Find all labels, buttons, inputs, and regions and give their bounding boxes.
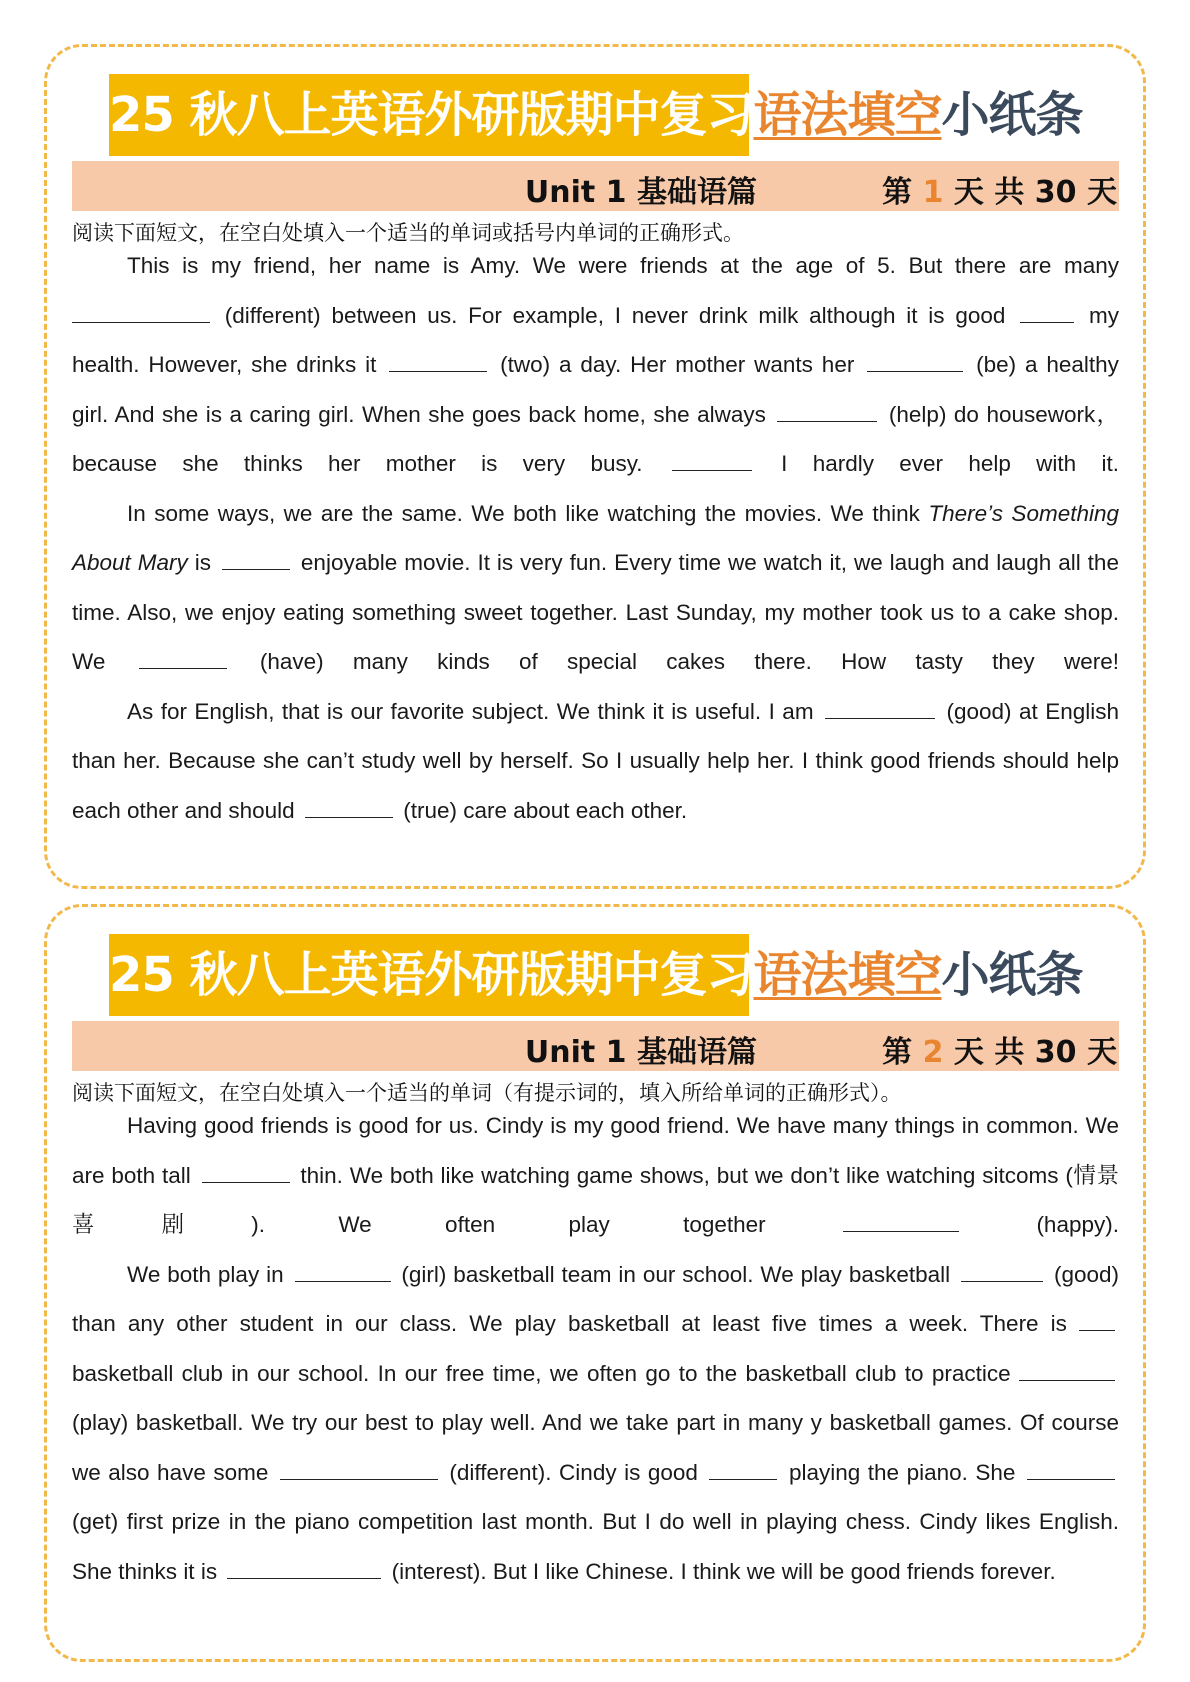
title-text: 25 秋八上英语外研版期中复习语法填空小纸条	[109, 87, 1083, 143]
blank[interactable]	[1020, 300, 1074, 323]
worksheet-card-day-1	[44, 44, 1146, 889]
passage	[72, 1101, 1119, 1596]
passage	[72, 241, 1119, 835]
blank[interactable]	[1027, 1457, 1115, 1480]
worksheet-card-day-2	[44, 904, 1146, 1662]
blank[interactable]	[1079, 1308, 1115, 1331]
blank[interactable]	[295, 1259, 391, 1282]
card-title	[109, 74, 1089, 156]
blank[interactable]	[227, 1556, 381, 1579]
paragraph-3: As for English, that is our favorite subject. We think it is useful. I am (good) at English than her. Because she can’t study well by herself. So I usually help her. I think good friends should help each other and should (true) care about each other.	[72, 687, 1119, 836]
title-text: 25 秋八上英语外研版期中复习语法填空小纸条	[109, 947, 1083, 1003]
blank[interactable]	[777, 399, 877, 422]
paragraph-1: Having good friends is good for us. Cindy is my good friend. We have many things in common. We are both tall thin. We both like watching game shows, but we don’t like watching sitcoms (情景喜剧). We often play together (happy).	[72, 1113, 1119, 1237]
blank[interactable]	[843, 1209, 959, 1232]
blank[interactable]	[709, 1457, 777, 1480]
blank[interactable]	[202, 1160, 290, 1183]
unit-bar	[72, 1021, 1119, 1071]
day-counter: 第 1 天 共 30 天	[882, 175, 1117, 210]
unit-label: Unit 1 基础语篇	[524, 175, 757, 210]
paragraph-2: We both play in (girl) basketball team in our school. We play basketball (good) than any other student in our class. We play basketball at least five times a week. There is basketball club in our school. In our free time, we often go to the basketball club to practice (play) basketball. We try our best to play well. And we take part in many y basketball games. Of course we also have some (different). Cindy is good playing the piano. She (get) first prize in the piano competition last month. But I do well in playing chess. Cindy likes English. She thinks it is (interest). But I like Chinese. I think we will be good friends forever.	[72, 1250, 1119, 1597]
paragraph-1: This is my friend, her name is Amy. We were friends at the age of 5. But there are many (different) between us. For example, I never drink milk although it is good my health. However, she drinks it (two) a day. Her mother wants her (be) a healthy girl. And she is a caring girl. When she goes back home, she always (help) do housework，because she thinks her mother is very busy. I hardly ever help with it.	[72, 253, 1119, 476]
blank[interactable]	[961, 1259, 1043, 1282]
blank[interactable]	[825, 696, 935, 719]
instruction: 阅读下面短文，在空白处填入一个适当的单词（有提示词的，填入所给单词的正确形式）。	[72, 1081, 902, 1105]
instruction: 阅读下面短文，在空白处填入一个适当的单词或括号内单词的正确形式。	[72, 221, 744, 245]
blank[interactable]	[139, 646, 227, 669]
blank[interactable]	[280, 1457, 438, 1480]
blank[interactable]	[222, 547, 290, 570]
paragraph-2: In some ways, we are the same. We both like watching the movies. We think There’s Something About Mary is enjoyable movie. It is very fun. Every time we watch it, we laugh and laugh all the time. Also, we enjoy eating something sweet together. Last Sunday, my mother took us to a cake shop. We (have) many kinds of special cakes there. How tasty they were!	[72, 500, 1120, 674]
blank[interactable]	[672, 448, 752, 471]
blank[interactable]	[867, 349, 963, 372]
unit-label: Unit 1 基础语篇	[524, 1035, 757, 1070]
blank[interactable]	[72, 300, 210, 323]
unit-bar	[72, 161, 1119, 211]
blank[interactable]	[1019, 1358, 1115, 1381]
day-counter: 第 2 天 共 30 天	[882, 1035, 1117, 1070]
blank[interactable]	[305, 795, 393, 818]
blank[interactable]	[389, 349, 487, 372]
card-title	[109, 934, 1089, 1016]
